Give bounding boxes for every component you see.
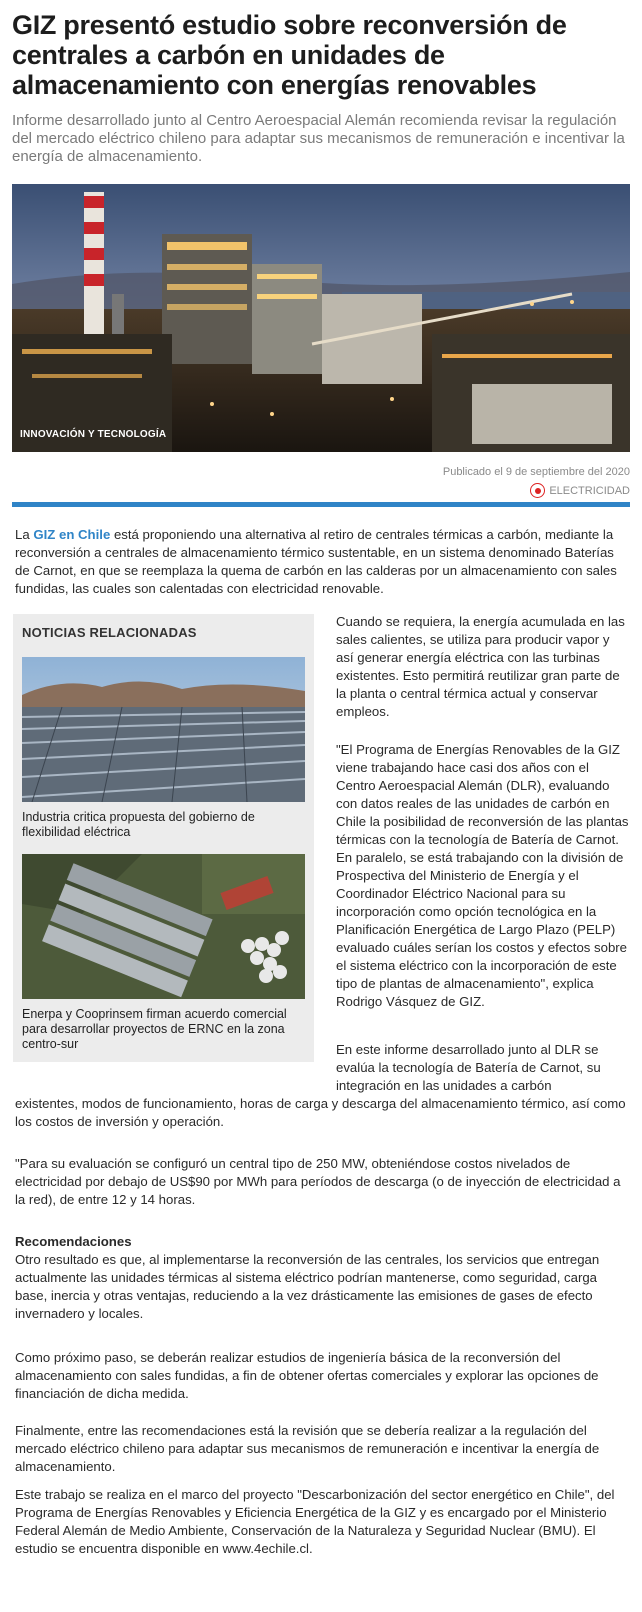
article-title: GIZ presentó estudio sobre reconversión de centrales a carbón en unidades de almacenamiento con energías renovables (12, 10, 567, 100)
section-divider (12, 502, 630, 507)
article-paragraph: existentes, modos de funcionamiento, horas de carga y descarga del almacenamiento térmico, así como los costos de inversión y operación. (15, 1096, 626, 1129)
related-item-title[interactable]: Industria critica propuesta del gobierno de flexibilidad eléctrica (22, 810, 255, 839)
hero-category-tag[interactable]: INNOVACIÓN Y TECNOLOGÍA (20, 429, 167, 440)
article-paragraph: Cuando se requiera, la energía acumulada en las sales calientes, se utiliza para producir vapor y así generar energía eléctrica con las turbinas existentes. Esto permitirá reutilizar gran parte de la planta o central térmica actual y conservar empleos. (336, 614, 625, 719)
article-paragraph: En este informe desarrollado junto al DLR se evalúa la tecnología de Batería de Carnot, su integración en las unidades a carbón (336, 1042, 601, 1093)
coal-plant-photo (12, 184, 630, 452)
recommendations-text: Otro resultado es que, al implementarse la reconversión de las centrales, los servicios que entregan actualmente las unidades térmicas al sistema eléctrico podrían mantenerse, como seguridad, carga base, inercia y otras ventajas, reduciendo a la vez drásticamente las emisiones de gases de efecto invernadero y locales. (15, 1252, 600, 1321)
intro-text-end: está proponiendo una alternativa al retiro de centrales térmicas a carbón, mediante la reconversión a centrales de almacenamiento térmico sustentable, en un sistema denominado Baterías de Carnot, en que se reemplaza la quema de carbón en las calderas por un almacenamiento con sales fundidas, las cuales son calentadas con electricidad renovable. (15, 527, 617, 596)
article-paragraph: "Para su evaluación se configuró un central tipo de 250 MW, obteniéndose costos nivelados de electricidad por debajo de US$90 por MWh para períodos de descarga (o de inyección de electricidad a la red), de entre 12 y 14 horas. (15, 1156, 621, 1207)
category-label: ELECTRICIDAD (549, 484, 630, 497)
category-link[interactable] (530, 483, 630, 498)
related-news-heading: NOTICIAS RELACIONADAS (22, 625, 197, 640)
related-item-image[interactable] (22, 854, 305, 999)
aerial-farm-photo (22, 854, 305, 999)
article-subtitle: Informe desarrollado junto al Centro Aeroespacial Alemán recomienda revisar la regulación del mercado eléctrico chileno para adaptar sus mecanismos de remuneración e incentivar la energía de almacenamiento. (12, 112, 625, 165)
article-quote: "El Programa de Energías Renovables de la GIZ viene trabajando hace casi dos años con el Centro Aeroespacial Alemán (DLR), evaluando con datos reales de las unidades de carbón en Chile la posibilidad de reconversión de las plantas térmicas con la tecnología de Batería de Carnot. En paralelo, se está trabajando con la división de Prospectiva del Ministerio de Energía y el Coordinador Eléctrico Nacional para su incorporación como opción tecnológica en la Planificación Energética de Largo Plazo (PELP) evaluado cuáles serían los costos y efectos sobre el sistema eléctrico con la incorporación de este tipo de plantas de almacenamiento", explica Rodrigo Vásquez de GIZ. (336, 742, 629, 1009)
target-circle-icon (530, 483, 545, 498)
intro-paragraph (15, 526, 627, 598)
recommendations-heading: Recomendaciones (15, 1234, 132, 1249)
article-paragraph: Como próximo paso, se deberán realizar estudios de ingeniería básica de la reconversión del almacenamiento con sales fundidas, a fin de obtener ofertas comerciales y explorar las opciones de financiación de dicha medida. (15, 1350, 599, 1401)
article-paragraph: Este trabajo se realiza en el marco del proyecto "Descarbonización del sector energético en Chile", del Programa de Energías Renovables y Eficiencia Energética de la GIZ y es encargado por el Ministerio Federal Alemán de Medio Ambiente, Conservación de la Naturaleza y Seguridad Nuclear (BMU). El estudio se encuentra disponible en www.4echile.cl. (15, 1487, 615, 1556)
article-paragraph: Finalmente, entre las recomendaciones está la revisión que se debería realizar a la regulación del mercado eléctrico chileno para adaptar sus mecanismos de remuneración e incentivar la energía de almacenamiento. (15, 1423, 600, 1474)
giz-chile-link[interactable]: GIZ en Chile (33, 527, 111, 542)
publish-date: Publicado el 9 de septiembre del 2020 (442, 466, 630, 478)
recommendations-section (15, 1233, 627, 1323)
related-news-box (13, 614, 314, 1062)
hero-image[interactable] (12, 184, 630, 452)
related-item-title[interactable]: Enerpa y Cooprinsem firman acuerdo comercial para desarrollar proyectos de ERNC en la zona centro-sur (22, 1007, 287, 1051)
intro-text-start: La (15, 527, 34, 542)
related-item-image[interactable] (22, 657, 305, 802)
solar-field-photo (22, 657, 305, 802)
